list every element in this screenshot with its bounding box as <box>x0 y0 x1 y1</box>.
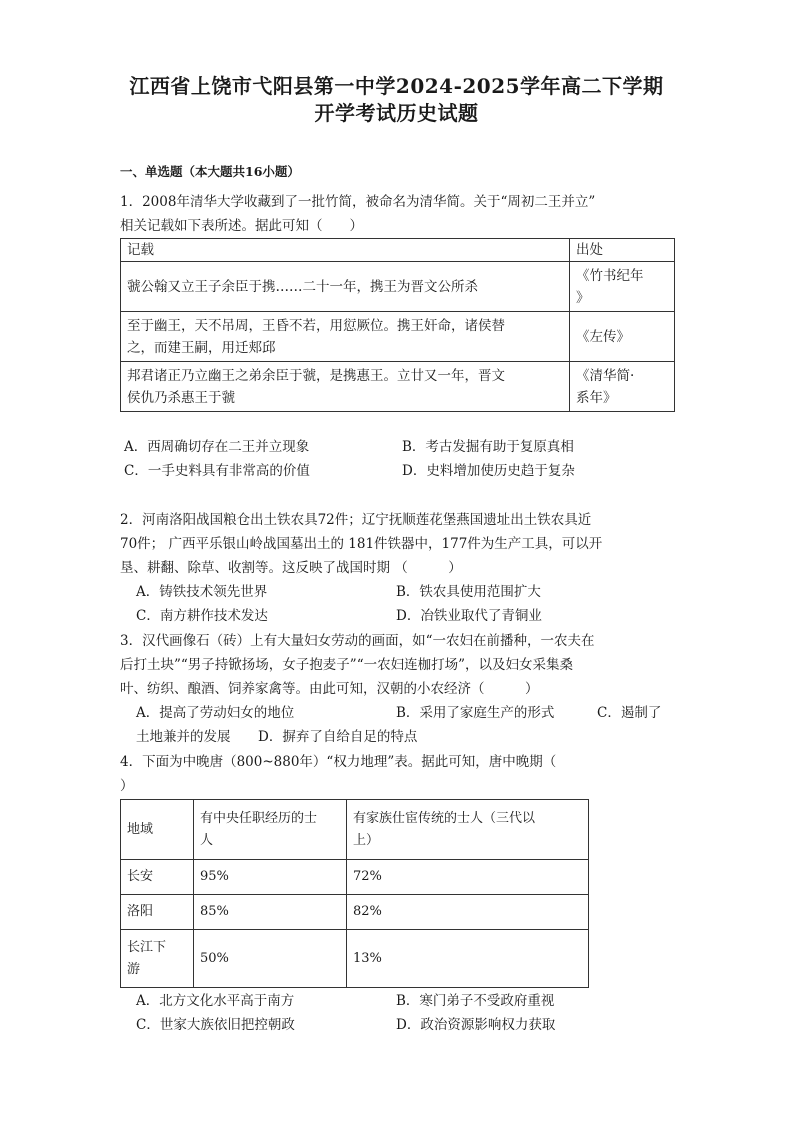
question-1-stem-line: 相关记载如下表所述。据此可知（ ） <box>120 218 363 234</box>
table-row <box>121 895 589 930</box>
table-header-cell: 记载 <box>121 239 570 262</box>
table-row <box>121 312 675 362</box>
table-cell-source: 《竹书纪年 》 <box>570 262 675 312</box>
option-d: D．史料增加使历史趋于复杂 <box>402 463 575 479</box>
question-3-stem-line: 后打土块”“男子持锨扬场，女子抱麦子”“一农妇连枷打场”，以及妇女采集桑 <box>120 657 574 673</box>
option-c: C．一手史料具有非常高的价值 <box>124 463 310 479</box>
table-cell-record: 虢公翰又立王子余臣于携……二十一年，携王为晋文公所杀 <box>121 262 570 312</box>
option-a: A．铸铁技术领先世界 <box>136 584 268 600</box>
table-header-cell: 出处 <box>570 239 675 262</box>
option-c-continued: 土地兼并的发展 <box>136 729 231 745</box>
table-cell-source: 《清华简· 系年》 <box>570 362 675 412</box>
table-cell-region: 长安 <box>121 860 194 895</box>
table-cell-record: 邦君诸正乃立幽王之弟余臣于虢，是携惠王。立廿又一年，晋文 侯仇乃杀惠王于虢 <box>121 362 570 412</box>
option-a: A．提高了劳动妇女的地位 <box>136 705 295 721</box>
exam-title-line2: 开学考试历史试题 <box>314 101 479 125</box>
question-4-table <box>120 799 589 988</box>
section-heading: 一、单选题（本大题共16小题） <box>120 164 300 179</box>
table-row <box>121 362 675 412</box>
question-1-stem-line: 1．2008年清华大学收藏到了一批竹简，被命名为清华简。关于“周初二王并立” <box>120 194 596 210</box>
option-a: A．北方文化水平高于南方 <box>136 993 295 1009</box>
table-cell-central: 50% <box>194 930 347 988</box>
question-4-stem <box>120 750 675 798</box>
table-cell-source: 《左传》 <box>570 312 675 362</box>
question-1-stem <box>120 190 675 238</box>
table-header-cell: 有家族仕宦传统的士人（三代以 上） <box>347 800 589 860</box>
table-cell-central: 95% <box>194 860 347 895</box>
table-cell-central: 85% <box>194 895 347 930</box>
table-cell-family: 72% <box>347 860 589 895</box>
question-2-stem-line: 70件； 广西平乐银山岭战国墓出土的 181件铁器中，177件为生产工具，可以开 <box>120 536 603 552</box>
option-d: D．政治资源影响权力获取 <box>396 1017 556 1033</box>
table-row <box>121 930 589 988</box>
option-c: C．南方耕作技术发达 <box>136 608 268 624</box>
question-3-stem-line: 3．汉代画像石（砖）上有大量妇女劳动的画面，如“一农妇在前播种，一农夫在 <box>120 633 595 649</box>
table-row <box>121 860 589 895</box>
option-c: C．世家大族依旧把控朝政 <box>136 1017 295 1033</box>
question-3-stem-line: 叶、纺织、酿酒、饲养家禽等。由此可知，汉朝的小农经济（ ） <box>120 681 539 697</box>
question-2-stem-line: 2．河南洛阳战国粮仓出土铁农具72件；辽宁抚顺莲花堡燕国遗址出土铁农具近 <box>120 512 592 528</box>
table-cell-region: 洛阳 <box>121 895 194 930</box>
option-a: A．西周确切存在二王并立现象 <box>124 439 310 455</box>
table-header-row <box>121 800 589 860</box>
option-b: B．寒门弟子不受政府重视 <box>396 993 555 1009</box>
table-header-row <box>121 239 675 262</box>
table-cell-family: 13% <box>347 930 589 988</box>
exam-title-line1: 江西省上饶市弋阳县第一中学2024-2025学年高二下学期 <box>129 74 664 98</box>
question-4-stem-line: ） <box>120 778 134 794</box>
table-header-cell: 地域 <box>121 800 194 860</box>
question-3-stem <box>120 629 675 701</box>
question-1-table <box>120 238 675 412</box>
table-cell-family: 82% <box>347 895 589 930</box>
table-header-cell: 有中央任职经历的士 人 <box>194 800 347 860</box>
question-2-stem <box>120 508 675 580</box>
option-b: B．采用了家庭生产的形式 <box>396 705 555 721</box>
option-c: C．遏制了 <box>597 705 662 721</box>
option-b: B．铁农具使用范围扩大 <box>396 584 541 600</box>
question-4-stem-line: 4．下面为中晚唐（800~880年）“权力地理”表。据此可知，唐中晚期（ <box>120 754 557 770</box>
table-cell-record: 至于幽王，天不吊周，王昏不若，用愆厥位。携王奸命，诸侯替 之，而建王嗣，用迁郏邱 <box>121 312 570 362</box>
question-2-stem-line: 垦、耕翻、除草、收割等。这反映了战国时期 （ ） <box>120 560 462 576</box>
table-cell-region: 长江下 游 <box>121 930 194 988</box>
option-d: D．冶铁业取代了青铜业 <box>396 608 542 624</box>
option-b: B．考古发掘有助于复原真相 <box>402 439 574 455</box>
option-d: D．摒弃了自给自足的特点 <box>258 729 418 745</box>
table-row <box>121 262 675 312</box>
